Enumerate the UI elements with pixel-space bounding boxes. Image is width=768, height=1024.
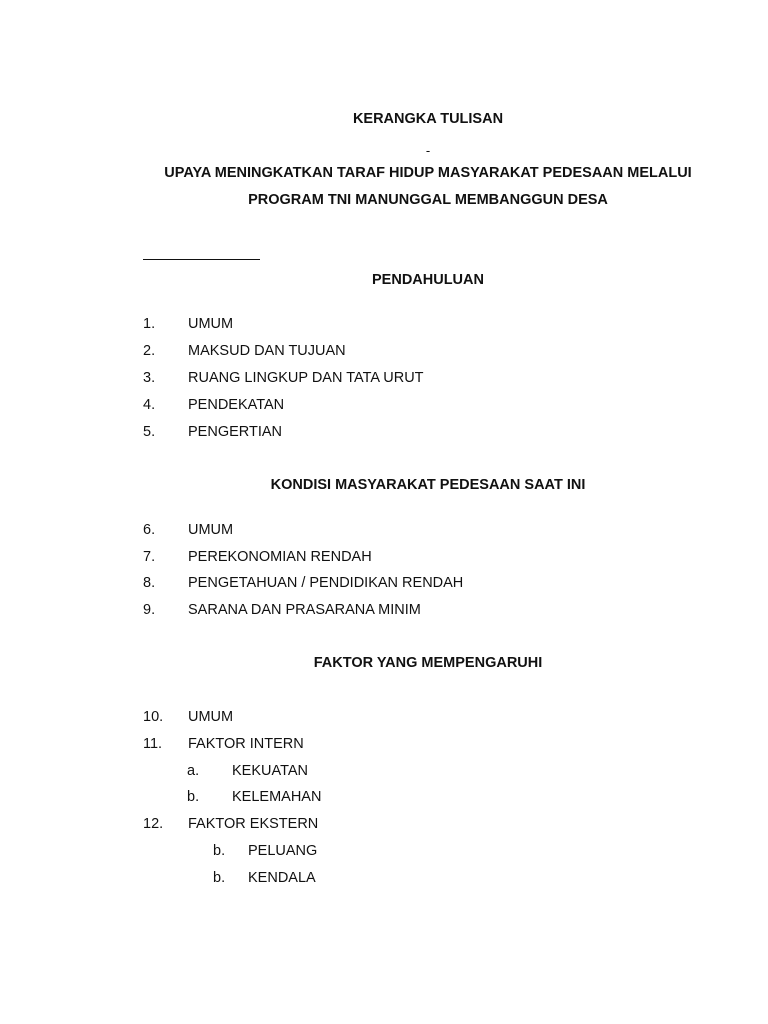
list-item-text: MAKSUD DAN TUJUAN xyxy=(188,343,346,359)
section-heading-pendahuluan: PENDAHULUAN xyxy=(372,272,484,288)
title-separator: - xyxy=(425,143,431,158)
sub-item-label: b. xyxy=(187,789,200,805)
list-item-text: PENDEKATAN xyxy=(188,397,285,413)
list-item-number: 11. xyxy=(143,736,163,752)
document-title: KERANGKA TULISAN xyxy=(352,111,504,127)
list-item-number: 2. xyxy=(143,343,156,359)
list-item-number: 7. xyxy=(143,549,156,565)
document-subtitle-line-2: PROGRAM TNI MANUNGGAL MEMBANGGUN DESA xyxy=(248,192,608,208)
list-item-number: 5. xyxy=(143,424,156,440)
list-item-number: 4. xyxy=(143,397,156,413)
list-item-number: 3. xyxy=(143,370,156,386)
list-item-number: 10. xyxy=(143,709,164,725)
list-item-number: 12. xyxy=(143,816,164,832)
list-item-text: RUANG LINGKUP DAN TATA URUT xyxy=(188,370,424,386)
sub-item-label: a. xyxy=(187,763,200,779)
sub-item-text: PELUANG xyxy=(248,843,318,859)
list-item-text: FAKTOR INTERN xyxy=(188,736,304,752)
list-item-text: PENGETAHUAN / PENDIDIKAN RENDAH xyxy=(188,575,464,591)
horizontal-rule xyxy=(143,259,260,260)
list-item-number: 8. xyxy=(143,575,156,591)
sub-item-text: KENDALA xyxy=(248,870,316,886)
list-item-number: 6. xyxy=(143,522,156,538)
section-heading-kondisi: KONDISI MASYARAKAT PEDESAAN SAAT INI xyxy=(270,477,586,493)
sub-item-text: KELEMAHAN xyxy=(232,789,322,805)
sub-item-text: KEKUATAN xyxy=(232,763,309,779)
list-item-text: SARANA DAN PRASARANA MINIM xyxy=(188,602,421,618)
sub-item-label: b. xyxy=(213,843,226,859)
list-item-text: UMUM xyxy=(188,522,234,538)
list-item-text: PEREKONOMIAN RENDAH xyxy=(188,549,372,565)
list-item-number: 9. xyxy=(143,602,156,618)
section-heading-faktor: FAKTOR YANG MEMPENGARUHI xyxy=(313,655,543,671)
sub-item-label: b. xyxy=(213,870,226,886)
list-item-text: FAKTOR EKSTERN xyxy=(188,816,319,832)
list-item-text: UMUM xyxy=(188,316,234,332)
list-item-number: 1. xyxy=(143,316,156,332)
list-item-text: PENGERTIAN xyxy=(188,424,283,440)
list-item-text: UMUM xyxy=(188,709,234,725)
document-subtitle-line-1: UPAYA MENINGKATKAN TARAF HIDUP MASYARAKAT PEDESAAN MELALUI xyxy=(164,165,692,181)
